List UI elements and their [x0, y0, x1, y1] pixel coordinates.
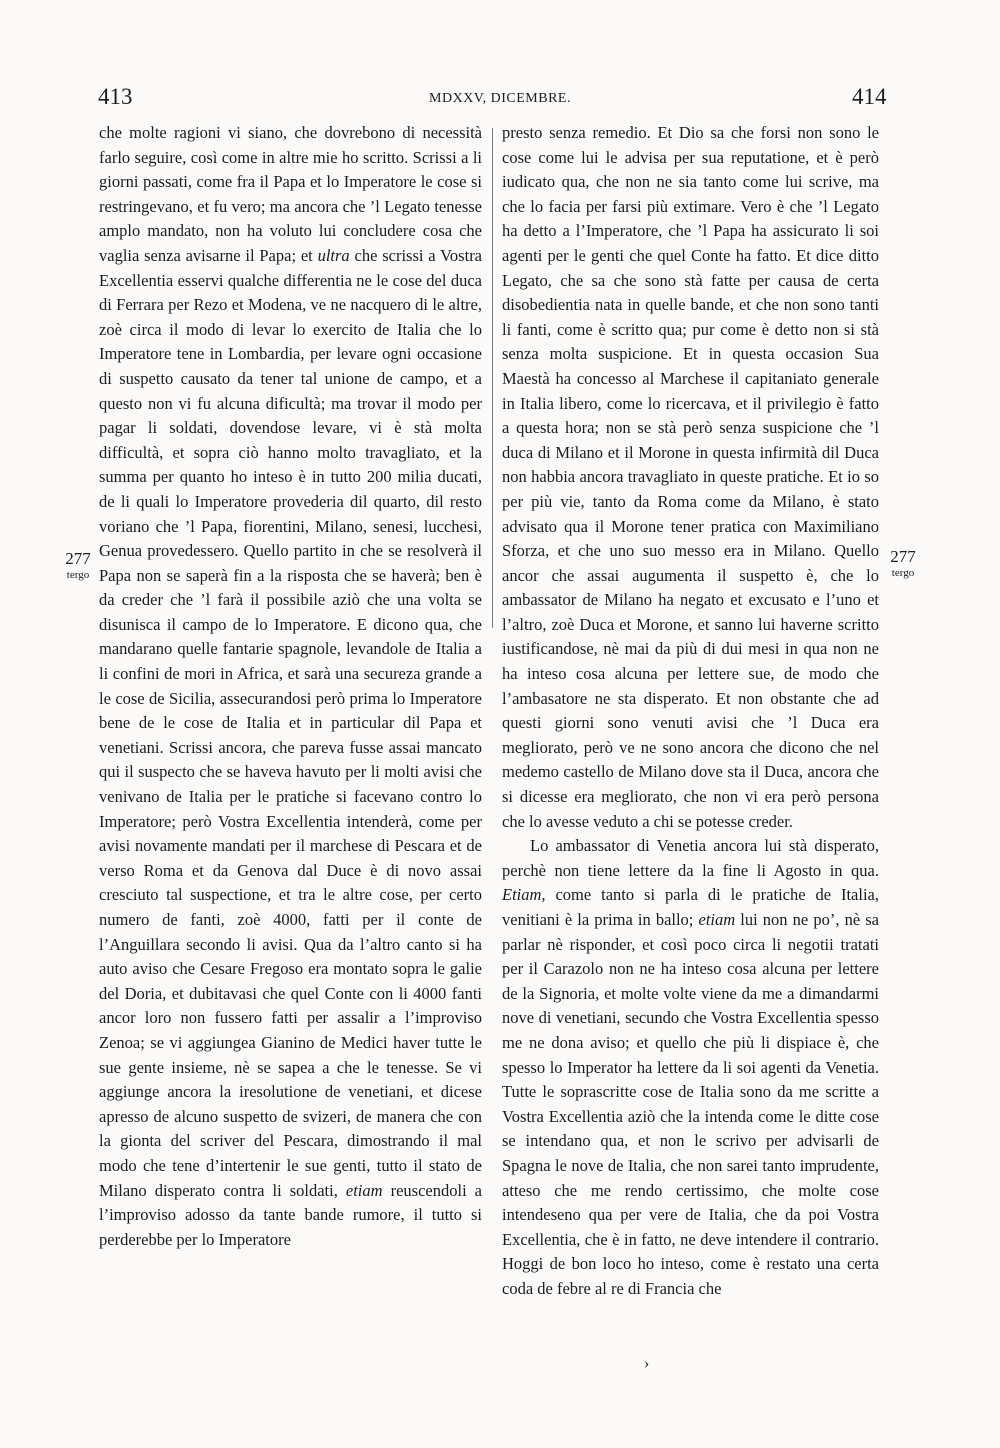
left-text-c: che scrissi a Vostra Excellentia esservi qualche differentia ne le cose del duca di Ferrara per Rezo et Modena, ve ne nacquero di le altre, zoè circa il modo di levar lo exercito de Italia che lo Imperatore tene in Lombardia, per levare ogni occasione di suspetto causato da tener tal unione de campo, et a questo non vi fu alcuna dificultà; ma trovar il modo per pagar li soldati, dovendose levare, vi è stà molta difficultà, et sopra ciò hanno molto travagliato, et la summa per quanto ho inteso è in tutto 200 milia ducati, de li quali lo Imperatore provederia dil quarto, dil resto voriano che ’l Papa, fiorentini, Milano, senesi, lucchesi, Genua provedessero. Quello partito in che se resolverà il Papa non se saperà fin a la risposta che se haverà; ben è da creder che ’l farà il possibile aziò che una volta se disunisca il campo de lo Imperatore. E dicono qua, che mandarano quelle fantarie spagnole, levandole de Italia a li confini de mori in Africa, et sarà una secureza grande a le cose de Sicilia, assecurandosi però prima lo Imperatore bene de le cose de Italia et in particular dil Papa et venetiani. Scrissi ancora, che pareva fusse assai mancato qui il suspecto che se haveva havuto per li molti avisi che venivano de Italia per le pratiche si facevano contro lo Imperatore; però Vostra Excellentia intenderà, come per avisi novamente mandati per il marchese di Pescara et de verso Roma et da Genova dal Duce è di novo assai cresciuto tal suspectione, et tra le altre cose, per certo numero de fanti, zoè 4000, fatti per il conte de l’Anguillara secondo li avisi. Qua da l’altro canto si ha auto aviso che Cesare Fregoso era montato sopra le galie del Doria, et dubitavasi che quel Conte con li 4000 fanti ancor loro non fussero fatti per assalir a l’improviso Zenoa; se vi aggiungea Gianino de Medici haver tutte le sue gente insieme, nè se sapea a che le tenesse. Se vi aggiunge ancora la iresolutione de venetiani, et dicese apresso de alcuno suspetto de svizeri, de manera che con la gionta del scriver del Pescara, dimostrando il mal modo che tene d’intertenir le sue genti, tutto il stato de Milano disperato contra li soldati,	[99, 245, 483, 1200]
left-margin-note	[60, 550, 96, 582]
left-text-e: reuscendoli a l’improviso adosso da tante bande rumore, il tutto si perderebbe per lo Imperatore	[99, 1180, 483, 1249]
right-paragraph-2	[502, 834, 879, 1301]
page-header	[0, 84, 1000, 114]
left-italic-ultra: ultra	[317, 245, 350, 265]
bottom-mark: ›	[644, 1355, 650, 1372]
left-italic-etiam: etiam	[345, 1180, 383, 1200]
right-paragraph-1: presto senza remedio. Et Dio sa che forsi non sono le cose come lui le advisa per sua reputatione, et è però iudicato qua, che non ne sia tanto come lui scrive, ma che lo facia per farsi più extimare. Vero è che ’l Legato ha detto a l’Imperatore, che ’l Papa ha assicurato li soi agenti per le genti che quel Conte ha fatto. Et dice ditto Legato, che sa che sono stà fatte per causa de certa disobedientia nata in quelle bande, et che non sono tanti li fanti, come è scritto qua; pur come è detto non si stà senza molta suspicione. Et in questa occasion Sua Maestà ha concesso al Marchese il capitaniato generale in Italia libero, come lo ricercava, et il privilegio è fatto a questa hora; non se stà però senza suspicione che ’l duca di Milano et il Morone in questa infirmità dil Duca non habbia ancora travagliato in queste pratiche. Et io so per più vie, tanto da Roma come da Milano, è stato advisato qua il Morone tener pratica con Maximiliano Sforza, et che uno suo messo era in Milano. Quello ancor che assai augumenta il suspetto è, che lo ambassator de Milano ha negato et excusato e l’uno et l’altro, zoè Duca et Morone, et sanno lui haverne scritto iustificandose, nè mai da più di dui mesi in qua non ne ha inteso cosa alcuna per lettere sue, de modo che l’ambasatore ne sta disperato. Et non obstante che ad questi giorni sono venuti avisi che ’l Duca era megliorato, però ve ne sono ancora che dicono che nel medemo castello de Milano dove sta il Duca, ancora che si dicesse era megliorato, che non vi era però persona che lo avesse veduto a chi se potesse creder.	[502, 123, 879, 831]
right-italic-etiam-1: Etiam,	[502, 885, 546, 905]
left-page-number: 413	[98, 84, 133, 109]
running-title: MDXXV, DICEMBRE.	[429, 91, 571, 106]
left-margin-number: 277	[65, 549, 91, 568]
left-paragraph-1	[99, 121, 482, 1252]
left-column	[99, 121, 482, 1252]
right-margin-number: 277	[890, 547, 916, 566]
right-italic-etiam-2: etiam	[698, 910, 736, 929]
left-text-a: che molte ragioni vi siano, che dovrebono di necessità farlo seguire, così come in altre mie ho scritto. Scrissi a li giorni passati, come fra il Papa et lo Imperatore le cose si restringevano, et fu vero; ma ancora che ’l Legato tenesse amplo mandato, non ha voluto lui concludere cosa che vaglia senza avisarne il Papa; et	[99, 123, 482, 265]
column-divider	[492, 128, 493, 628]
right-margin-note	[883, 548, 923, 580]
right-text-a: Lo ambassator di Venetia ancora lui stà disperato, perchè non tiene lettere da la fine li Agosto in qua.	[502, 836, 879, 880]
right-text-c: come tanto si parla di le pratiche de Italia, venitiani è la prima in ballo;	[502, 885, 879, 929]
right-page-number: 414	[852, 84, 887, 109]
right-column	[502, 121, 879, 1302]
right-text-e: lui non ne po’, nè sa parlar nè risponder, et così poco circa li negotii tratati per il Carazolo non ne ha inteso cosa alcuna per lettere de la Signoria, et molte volte viene da me a dimandarmi nove di venetiani, secundo che Vostra Excellentia spesso me ne dona aviso; et quello che più li dispiace è, che spesso lo Imperator ha lettere da li soi agenti da Venetia. Tutte le soprascritte cose de Italia sono da me scritte a Vostra Excellentia aziò che la intenda come le ditte cose se intendano qua, et non le scrivo per advisarli de Spagna le nove de Italia, che non sarei tanto imprudente, atteso che me rendo certissimo, che molte cose intendeseno qua per vere de Italia, che da poi Vostra Excellentia, che è in fatto, ne deve intendere il contrario. Hoggi de bon loco ho inteso, come è restato una certa coda de febre al re di Francia che	[502, 910, 879, 1298]
left-margin-word: tergo	[66, 569, 90, 581]
right-margin-word: tergo	[891, 567, 915, 579]
